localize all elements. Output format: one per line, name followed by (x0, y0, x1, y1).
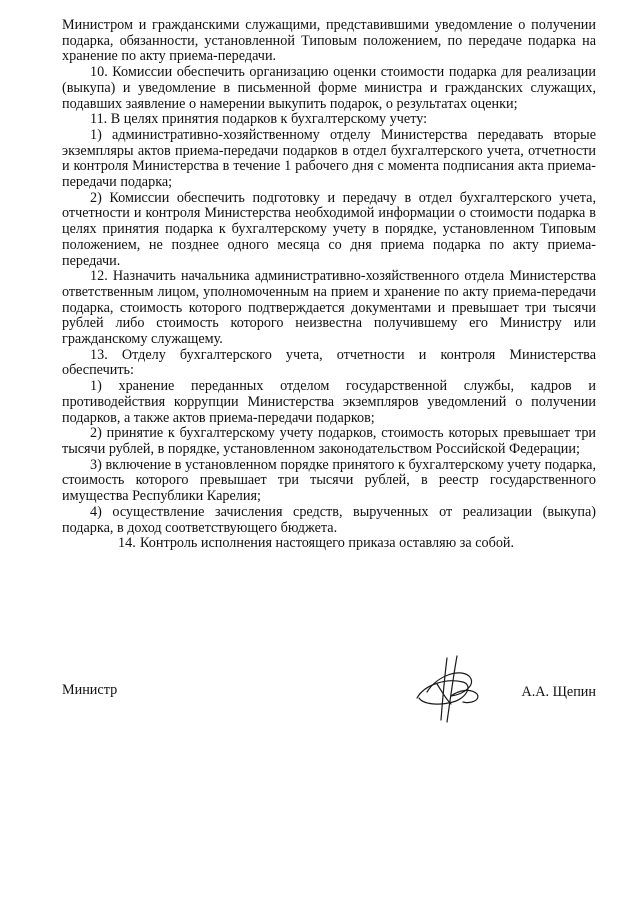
signatory-name: А.А. Щепин (521, 684, 596, 700)
paragraph-10: 10. Комиссии обеспечить организацию оценки стоимости подарка для реализации (выкупа) и уведомление в письменной форме министра и гражданских служащих, подавших заявление о намерении выкупить подарок, о результатах оценки; (62, 64, 596, 112)
paragraph-13-item-1: 1) хранение переданных отделом государственной службы, кадров и противодействия коррупции Министерства экземпляров уведомлений о получении подарков, а также актов приема-передачи подарков; (62, 378, 596, 426)
paragraph-13: 13. Отделу бухгалтерского учета, отчетности и контроля Министерства обеспечить: (62, 346, 596, 379)
paragraph-continuation: Министром и гражданскими служащими, представившими уведомление о получении подарка, обязанности, установленной Типовым положением, по передаче подарка на хранение по акту приема-передачи. (62, 17, 596, 65)
paragraph-13-item-2: 2) принятие к бухгалтерскому учету подарков, стоимость которых превышает три тысячи рублей, в порядке, установленном законодательством Российской Федерации; (62, 425, 596, 457)
signature-block (62, 660, 596, 740)
paragraph-13-item-3: 3) включение в установленном порядке принятого к бухгалтерскому учету подарка, стоимость которого превышает три тысячи рублей, в реестр государственного имущества Республики Карелия; (62, 456, 596, 505)
paragraph-11-item-1: 1) административно-хозяйственному отделу Министерства передавать вторые экземпляры актов приема-передачи подарков в отдел бухгалтерского учета, отчетности и контроля Министерства в течение 1 рабочего дня с момента подписания акта приема-передачи подарка; (62, 126, 596, 191)
paragraph-14 (62, 536, 596, 552)
signatory-title: Министр (62, 682, 118, 698)
paragraph-12: 12. Назначить начальника административно-хозяйственного отдела Министерства ответственным лицом, уполномоченным на прием и хранение по акту приема-передачи подарка, стоимость которого подтверждается документами и превышает три тысячи рублей либо стоимость которого неизвестна получившему его Министру или гражданскому служащему. (62, 268, 596, 348)
paragraph-14-text: Контроль исполнения настоящего приказа оставляю за собой. (140, 535, 515, 552)
paragraph-14-number: 14. (118, 535, 136, 552)
paragraph-13-item-4: 4) осуществление зачисления средств, вырученных от реализации (выкупа) подарка, в доход соответствующего бюджета. (62, 503, 596, 536)
paragraph-11-item-2: 2) Комиссии обеспечить подготовку и передачу в отдел бухгалтерского учета, отчетности и контроля Министерства необходимой информации о стоимости подарка в целях принятия подарка к бухгалтерскому учету в порядке, установленном Типовым положением, не позднее одного месяца со дня приема подарка по акту приема-передачи. (62, 189, 596, 269)
handwritten-signature-icon (407, 654, 497, 724)
paragraph-11: 11. В целях принятия подарков к бухгалтерскому учету: (90, 111, 428, 128)
